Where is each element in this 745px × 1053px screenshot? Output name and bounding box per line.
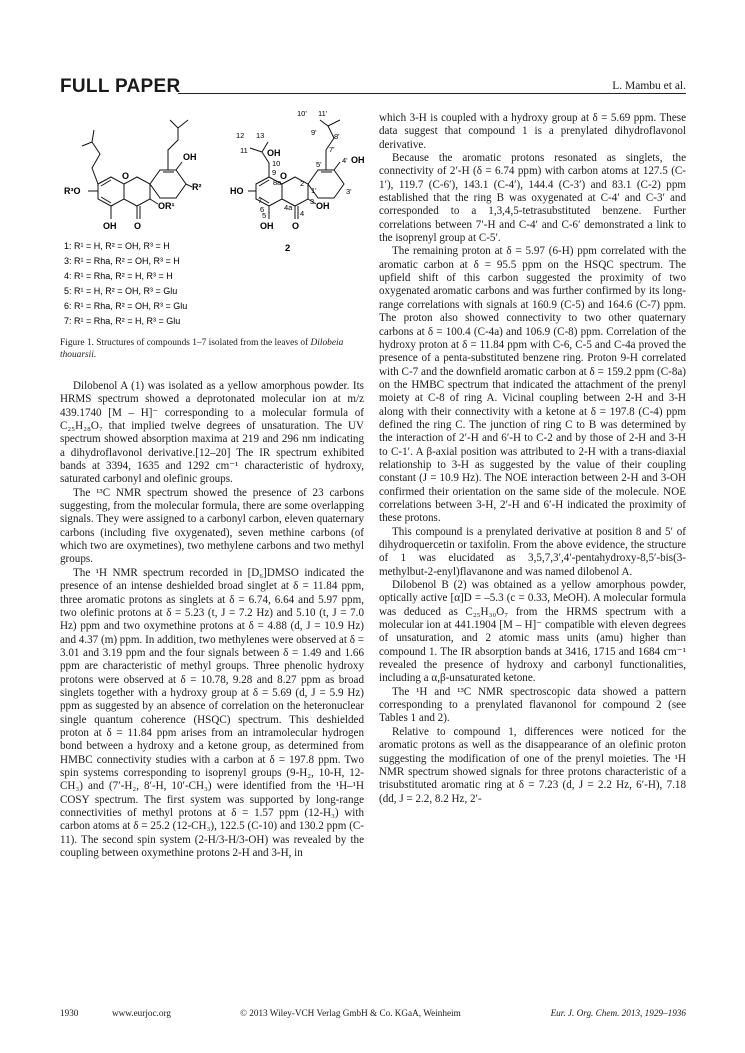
paragraph: The ¹H NMR spectrum recorded in [D₆]DMSO indicated the presence of an intense deshielded broad singlet at δ = 11.84 ppm, three aromatic protons as singlets at δ = 6.74, 6.64 and 5.97 ppm, two olefinic protons at δ = 5.23 (t, J = 7.2 Hz) and 5.10 (t, J = 7.0 Hz) ppm and two oxymethine protons at δ = 4.88 (d, J = 10.9 Hz) and 4.37 (m) ppm. In addition, two methylenes were observed at δ = 3.01 and 3.19 ppm and the four signals between δ = 1.49 and 1.66 ppm are characteristic of methyl groups. Three phenolic hydroxy protons were observed at δ = 10.78, 9.28 and 8.27 ppm as broad singlets together with a hydroxy group at δ = 5.69 (d, J = 5.9 Hz) ppm as suggested by an absence of correlation on the heteronuclear single quantum coherence (HSQC) spectrum. This deshielded proton at δ = 11.84 ppm arises from an intramolecular hydrogen bond between a hydroxy and a ketone group, as determined from HMBC connectivity studies with a carbon at δ = 197.8 ppm. Two spin systems corresponding to isoprenyl groups (9-H₂, 10-H, 12-CH₃) and (7′-H₂, 8′-H, 10′-CH₃) were identified from the ¹H–¹H COSY spectrum. The first system was supported by long-range connectivities of methyl protons at δ = 1.57 ppm (12-H₃) with carbon atoms at δ = 25.2 (12-CH₃), 122.5 (C-10) and 130.2 ppm (C-11). The second spin system (2-H/3-H/3-OH) was revealed by the coupling between oxymethine protons 2-H and 3-H, in xyxy=(60,566,364,860)
fig-num-4a: 4a xyxy=(284,203,293,212)
journal-website: www.eurjoc.org xyxy=(112,1008,171,1018)
fig-num-10: 10 xyxy=(272,159,281,168)
page-header xyxy=(60,76,686,98)
paragraph: This compound is a prenylated derivative at position 8 and 5′ of dihydroquercetin or taxifolin. From the above evidence, the structure of 1 was elucidated as 3,5,7,3′,4′-pentahydroxy-8,5′-bis(3-methylbut-2-enyl)flavanone and was named dilobenol A. xyxy=(379,525,686,578)
paragraph: which 3-H is coupled with a hydroxy group at δ = 5.69 ppm. These data suggest that compound 1 is a prenylated dihydroflavonol derivative. xyxy=(379,112,686,151)
fig-num-3p: 3' xyxy=(346,187,352,196)
caption-species: Dilobeia thouarsii. xyxy=(60,338,344,360)
fig-num-6: 6 xyxy=(260,205,265,214)
paragraph: Relative to compound 1, differences were noticed for the aromatic protons as well as the disappearance of an olefinic proton suggesting the modification of one of the prenyl moieties. The ¹H NMR spectrum showed signals for three protons characteristic of a trisubstituted aromatic ring at δ = 7.23 (d, J = 2.2 Hz, 6′-H), 7.18 (dd, J = 2.2, 8.2 Hz, 2′- xyxy=(379,725,686,805)
compound-line: 1: R¹ = H, R² = OH, R³ = H xyxy=(64,241,170,251)
paragraph: The ¹³C NMR spectrum showed the presence of 23 carbons suggesting, from the molecular formula, there are some overlapping signals. They were assigned to a carbonyl carbon, eleven quaternary carbons (including five oxygenated), seven methine carbons (of which two are oxymetines), two methylene carbons and two methyl groups. xyxy=(60,486,364,566)
fig-label-oh-3: OH xyxy=(316,201,330,211)
fig-num-8p: 8' xyxy=(334,132,340,141)
fig-num-3: 3 xyxy=(310,197,315,206)
fig-label-ring-o: O xyxy=(122,171,130,181)
fig-num-12: 12 xyxy=(236,131,245,140)
figure-1 xyxy=(60,108,364,338)
fig-num-4p: 4' xyxy=(342,156,348,165)
fig-num-10p: 10' xyxy=(297,109,307,118)
fig-label-ho: HO xyxy=(230,186,244,196)
section-label: FULL PAPER xyxy=(60,76,181,97)
paragraph: Dilobenol B (2) was obtained as a yellow amorphous powder, optically active [α]D = –5.3 (c = 0.33, MeOH). A molecular formula was deduced as C₂₅H₃₀O₇ from the HRMS spectrum with a molecular ion at 441.1904 [M – H]⁻ compatible with eleven degrees of unsaturation, and 2 atomic mass units (amu) higher than compound 1. The IR absorption bands at 3416, 1715 and 1684 cm⁻¹ revealed the presence of hydroxy and carbonyl functionalities, including a α,β-unsaturated ketone. xyxy=(379,579,686,685)
page-footer xyxy=(60,1008,686,1022)
fig-num-9: 9 xyxy=(272,168,277,177)
fig-num-13: 13 xyxy=(256,131,265,140)
fig-label-r2: R² xyxy=(192,182,202,192)
paragraph: The ¹H and ¹³C NMR spectroscopic data showed a pattern corresponding to a prenylated flavanonol for compound 2 (see Tables 1 and 2). xyxy=(379,685,686,725)
chemical-structures xyxy=(60,108,364,338)
compound-line: 6: R¹ = Rha, R² = OH, R³ = Glu xyxy=(64,301,188,311)
fig-compound-2-label: 2 xyxy=(285,243,291,254)
fig-label-or1: OR¹ xyxy=(158,201,175,211)
fig-num-2: 2 xyxy=(300,179,305,188)
fig-num-9p: 9' xyxy=(311,128,317,137)
compound-line: 3: R¹ = Rha, R² = OH, R³ = H xyxy=(64,256,180,266)
fig-label-ketone-o-2: O xyxy=(292,221,300,231)
structure-1-drawing xyxy=(82,120,192,219)
fig-label-oh-5b: OH xyxy=(260,221,274,231)
journal-citation: Eur. J. Org. Chem. 2013, 1929–1936 xyxy=(550,1008,686,1018)
paragraph: The remaining proton at δ = 5.97 (6-H) ppm correlated with the aromatic carbon at δ = 95.5 ppm on the HSQC spectrum. The upfield shift of this carbon suggested the proximity of two oxygenated aromatic carbons and was further confirmed by its long-range correlations with signals at 160.9 (C-5) and 164.6 (C-7) ppm. The proton also showed connectivity to two other quaternary carbons at δ = 100.4 (C-4a) and 106.9 (C-8) ppm. Correlation of the hydroxy proton at δ = 11.84 ppm with C-6, C-5 and C-4a proved the presence of a penta-substituted benzene ring. Proton 9-H correlated with C-7 and the downfield aromatic carbon at δ = 159.2 ppm (C-8a) on the HMBC spectrum that indicated the attachment of the prenyl moiety at C-8 of ring A. Vicinal coupling between 2-H and 3-H along with their connectivity with a ketone at δ = 197.8 (C-4) ppm defined the ring C. The junction of ring C to B was determined by the interaction of 2′-H and 6′-H to C-2 and by those of 2-H and 3-H to C-1′. A β-axial position was attributed to 2-H with a trans-diaxial relationship to 3-H as suggested by the value of their coupling constant (J = 10.9 Hz). The NOE interaction between 2-H and 3-OH confirmed their orientation on the same side of the molecule. NOE correlations between 3-H, 2′-H and 6′-H indicated the proximity of these protons. xyxy=(379,245,686,525)
running-author: L. Mambu et al. xyxy=(612,80,686,92)
fig-label-oh-4p: OH xyxy=(351,155,364,165)
compound-line: 4: R¹ = Rha, R² = H, R³ = H xyxy=(64,271,173,281)
fig-label-ring-o-2: O xyxy=(280,171,288,181)
left-column xyxy=(60,380,364,860)
fig-num-7: 7 xyxy=(258,196,263,205)
fig-num-8a: 8a xyxy=(273,178,282,187)
fig-num-11p: 11' xyxy=(318,109,328,118)
fig-label-oh: OH xyxy=(183,152,197,162)
fig-num-5p: 5' xyxy=(316,160,322,169)
fig-num-11: 11 xyxy=(240,146,248,155)
compound-line: 5: R¹ = H, R² = OH, R³ = Glu xyxy=(64,286,178,296)
header-rule xyxy=(178,93,686,94)
fig-num-5: 5 xyxy=(262,211,267,220)
fig-num-1p: 1' xyxy=(311,186,317,195)
paragraph: Because the aromatic protons resonated as singlets, the connectivity of 2′-H (δ = 6.74 ppm) with carbon atoms at 127.5 (C-1′), 119.7 (C-6′), 143.1 (C-4′), 144.4 (C-3′) and 83.1 (C-2) ppm established that the ring B was oxygenated at C-4′ and C-3′ and corresponded to a 1,3,4,5-tetrasubstituted benzene. Further correlations between 7′-H and C-4′ and C-6′ demonstrated a link to the isoprenyl group at C-5′. xyxy=(379,152,686,245)
fig-num-7p: 7' xyxy=(329,145,335,154)
caption-text: Figure 1. Structures of compounds 1–7 isolated from the leaves of xyxy=(60,338,311,348)
page-number: 1930 xyxy=(60,1008,79,1018)
right-column xyxy=(379,112,686,806)
copyright-notice: © 2013 Wiley-VCH Verlag GmbH & Co. KGaA, Weinheim xyxy=(240,1008,461,1018)
fig-label-r3o: R³O xyxy=(64,186,81,196)
compound-line: 7: R¹ = Rha, R² = H, R³ = Glu xyxy=(64,316,181,326)
paragraph: Dilobenol A (1) was isolated as a yellow amorphous powder. Its HRMS spectrum showed a deprotonated molecular ion at m/z 439.1740 [M – H]⁻ corresponding to a molecular formula of C₂₅H₂₈O₇ that implied twelve degrees of unsaturation. The UV spectrum showed absorption maxima at 219 and 296 nm indicating a dihydroflavonol derivative.[12–20] The IR spectrum exhibited bands at 3394, 1635 and 1292 cm⁻¹ characteristic of hydroxy, saturated carbonyl and olefinic groups. xyxy=(60,380,364,486)
fig-label-ketone-o: O xyxy=(134,221,142,231)
fig-num-4: 4 xyxy=(300,209,305,218)
fig-label-oh-11: OH xyxy=(267,148,281,158)
fig-label-oh-5: OH xyxy=(103,221,117,231)
figure-caption xyxy=(60,338,364,361)
